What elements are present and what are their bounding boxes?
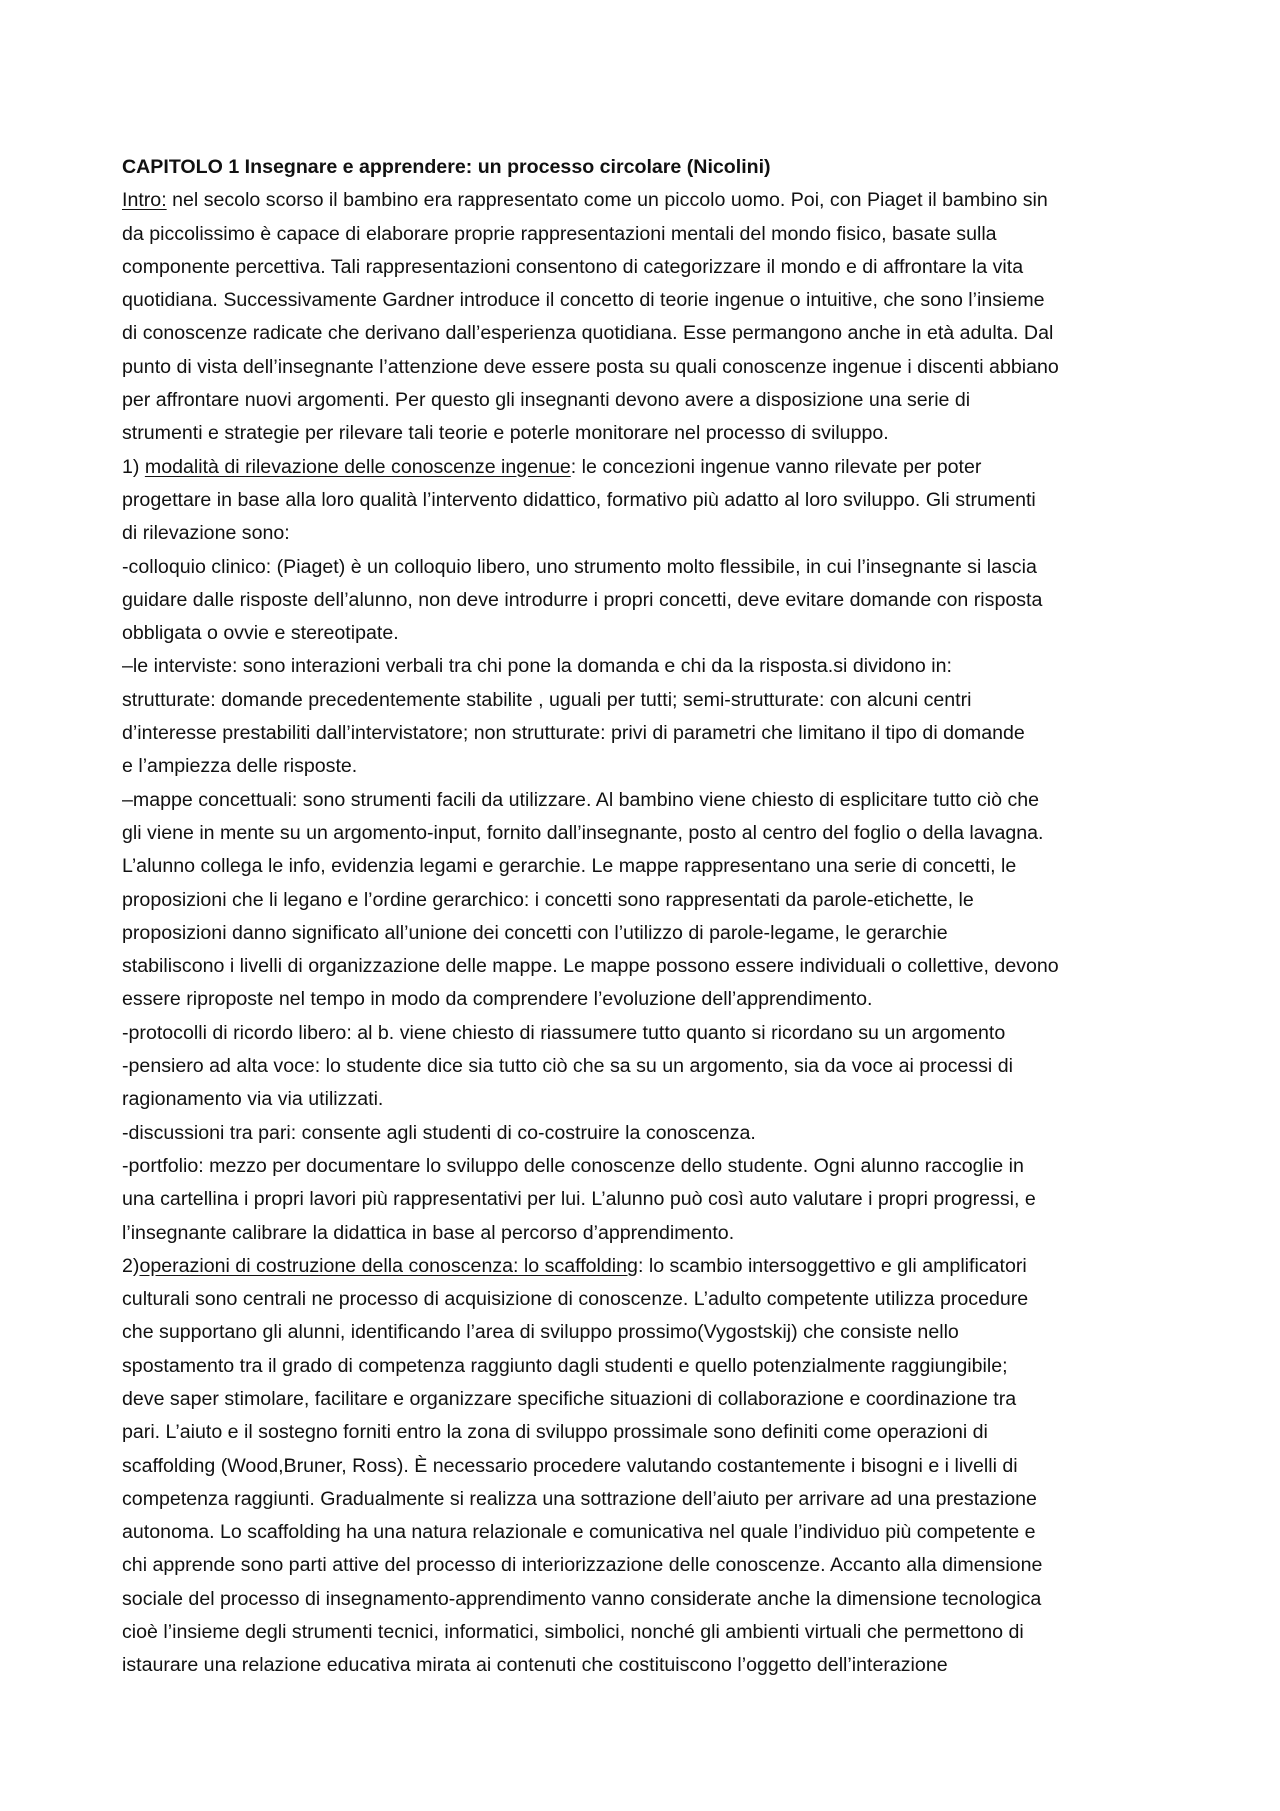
line-prefix: 1) (122, 455, 145, 478)
line-text: proposizioni danno significato all’unione dei concetti con l’utilizzo di parole-legame, le gerarchie (122, 921, 948, 944)
line-text: -colloquio clinico: (Piaget) è un colloquio libero, uno strumento molto flessibile, in cui l’insegnante si lascia (122, 555, 1037, 578)
text-line (122, 950, 1167, 983)
text-line (122, 1350, 1167, 1383)
line-text: : le concezioni ingenue vanno rilevate per poter (570, 455, 982, 478)
text-line (122, 817, 1167, 850)
line-text: essere riproposte nel tempo in modo da comprendere l’evoluzione dell’apprendimento. (122, 988, 873, 1011)
line-text: strumenti e strategie per rilevare tali teorie e poterle monitorare nel processo di sviluppo. (122, 422, 889, 445)
line-text: ragionamento via via utilizzati. (122, 1088, 384, 1111)
text-line (122, 1316, 1167, 1349)
line-text: quotidiana. Successivamente Gardner introduce il concetto di teorie ingenue o intuitive, che sono l’insieme (122, 289, 1045, 312)
text-line (122, 1649, 1167, 1682)
line-text: una cartellina i propri lavori più rappresentativi per lui. L’alunno può così auto valutare i propri progressi, e (122, 1188, 1036, 1211)
line-text: d’interesse prestabiliti dall’intervistatore; non strutturate: privi di parametri che limitano il tipo di domande (122, 722, 1025, 745)
line-text: -protocolli di ricordo libero: al b. viene chiesto di riassumere tutto quanto si ricordano su un argomento (122, 1021, 1006, 1044)
text-line (122, 551, 1167, 584)
text-line (122, 484, 1167, 517)
text-line (122, 1150, 1167, 1183)
line-text: stabiliscono i livelli di organizzazione delle mappe. Le mappe possono essere individuali o collettive, devono (122, 955, 1059, 978)
text-line (122, 1083, 1167, 1116)
chapter-title: CAPITOLO 1 Insegnare e apprendere: un processo circolare (Nicolini) (122, 156, 771, 178)
text-line (122, 1549, 1167, 1582)
line-text: competenza raggiunti. Gradualmente si realizza una sottrazione dell’aiuto per arrivare ad una prestazione (122, 1487, 1037, 1510)
line-text: componente percettiva. Tali rappresentazioni consentono di categorizzare il mondo e di affrontare la vita (122, 255, 1024, 278)
text-line (122, 1017, 1167, 1050)
text-line (122, 1450, 1167, 1483)
line-text: –le interviste: sono interazioni verbali tra chi pone la domanda e chi da la risposta.si dividono in: (122, 655, 952, 678)
text-line (122, 983, 1167, 1016)
line-text: spostamento tra il grado di competenza raggiunto dagli studenti e quello potenzialmente raggiungibile; (122, 1354, 1008, 1377)
text-line (122, 317, 1167, 350)
text-line (122, 1383, 1167, 1416)
text-line (122, 251, 1167, 284)
line-text: -discussioni tra pari: consente agli studenti di co-costruire la conoscenza. (122, 1121, 756, 1144)
line-text: pari. L’aiuto e il sostegno forniti entro la zona di sviluppo prossimale sono definiti come operazioni di (122, 1421, 988, 1444)
document-body (122, 151, 1167, 1683)
text-line (122, 1183, 1167, 1216)
line-text: autonoma. Lo scaffolding ha una natura relazionale e comunicativa nel quale l’individuo più competente e (122, 1521, 1036, 1544)
text-line (122, 1416, 1167, 1449)
line-text: proposizioni che li legano e l’ordine gerarchico: i concetti sono rappresentati da parole-etichette, le (122, 888, 974, 911)
text-line (122, 717, 1167, 750)
line-text: nel secolo scorso il bambino era rappresentato come un piccolo uomo. Poi, con Piaget il bambino sin (166, 189, 1048, 212)
line-text: guidare dalle risposte dell’alunno, non deve introdurre i propri concetti, deve evitare domande con risposta (122, 588, 1043, 611)
line-text: di conoscenze radicate che derivano dall’esperienza quotidiana. Esse permangono anche in età adulta. Dal (122, 322, 1054, 345)
text-line (122, 184, 1167, 217)
text-line (122, 1483, 1167, 1516)
text-line (122, 1117, 1167, 1150)
line-text: L’alunno collega le info, evidenzia legami e gerarchie. Le mappe rappresentano una serie di concetti, le (122, 855, 1017, 878)
text-line (122, 850, 1167, 883)
text-line (122, 884, 1167, 917)
text-line (122, 917, 1167, 950)
text-line (122, 451, 1167, 484)
text-line (122, 351, 1167, 384)
line-prefix: 2) (122, 1254, 140, 1277)
text-line (122, 1217, 1167, 1250)
text-line (122, 750, 1167, 783)
text-line (122, 584, 1167, 617)
line-text: -pensiero ad alta voce: lo studente dice sia tutto ciò che sa su un argomento, sia da voce ai processi di (122, 1055, 1013, 1078)
underlined-heading: operazioni di costruzione della conoscenza: lo scaffolding (139, 1254, 638, 1277)
text-line (122, 384, 1167, 417)
line-text: obbligata o ovvie e stereotipate. (122, 622, 399, 645)
line-text: –mappe concettuali: sono strumenti facili da utilizzare. Al bambino viene chiesto di esplicitare tutto ciò che (122, 788, 1040, 811)
line-text: l’insegnante calibrare la didattica in base al percorso d’apprendimento. (122, 1221, 735, 1244)
text-line (122, 417, 1167, 450)
text-line (122, 784, 1167, 817)
underlined-heading: Intro: (122, 189, 167, 212)
line-text: -portfolio: mezzo per documentare lo sviluppo delle conoscenze dello studente. Ogni alunno raccoglie in (122, 1154, 1024, 1177)
line-text: strutturate: domande precedentemente stabilite , uguali per tutti; semi-strutturate: con alcuni centri (122, 688, 972, 711)
line-text: deve saper stimolare, facilitare e organizzare specifiche situazioni di collaborazione e coordinazione tra (122, 1387, 1017, 1410)
text-line (122, 684, 1167, 717)
line-text: per affrontare nuovi argomenti. Per questo gli insegnanti devono avere a disposizione una serie di (122, 389, 971, 412)
text-line (122, 1616, 1167, 1649)
text-line (122, 1250, 1167, 1283)
line-text: di rilevazione sono: (122, 522, 290, 545)
text-line (122, 650, 1167, 683)
line-text: scaffolding (Wood,Bruner, Ross). È necessario procedere valutando costantemente i bisogni e i livelli di (122, 1454, 1018, 1477)
line-text: gli viene in mente su un argomento-input, fornito dall’insegnante, posto al centro del foglio o della lavagna. (122, 821, 1044, 844)
text-line (122, 284, 1167, 317)
underlined-heading: modalità di rilevazione delle conoscenze ingenue (144, 455, 571, 478)
line-text: : lo scambio intersoggettivo e gli amplificatori (637, 1254, 1027, 1277)
text-line (122, 218, 1167, 251)
line-text: cioè l’insieme degli strumenti tecnici, informatici, simbolici, nonché gli ambienti virtuali che permettono di (122, 1621, 1024, 1644)
line-text: culturali sono centrali ne processo di acquisizione di conoscenze. L’adulto competente utilizza procedure (122, 1288, 1029, 1311)
text-line (122, 1050, 1167, 1083)
text-line (122, 617, 1167, 650)
line-text: progettare in base alla loro qualità l’intervento didattico, formativo più adatto al loro sviluppo. Gli strumenti (122, 488, 1036, 511)
text-line (122, 1516, 1167, 1549)
line-text: sociale del processo di insegnamento-apprendimento vanno considerate anche la dimensione tecnologica (122, 1587, 1042, 1610)
line-text: da piccolissimo è capace di elaborare proprie rappresentazioni mentali del mondo fisico, basate sulla (122, 222, 997, 245)
text-line (122, 517, 1167, 550)
line-text: e l’ampiezza delle risposte. (122, 755, 358, 778)
line-text: che supportano gli alunni, identificando l’area di sviluppo prossimo(Vygostskij) che consiste nello (122, 1321, 959, 1344)
text-line (122, 1583, 1167, 1616)
text-line (122, 1283, 1167, 1316)
line-text: istaurare una relazione educativa mirata ai contenuti che costituiscono l’oggetto dell’interazione (122, 1654, 948, 1677)
line-text: chi apprende sono parti attive del processo di interiorizzazione delle conoscenze. Accanto alla dimensione (122, 1554, 1043, 1577)
line-text: punto di vista dell’insegnante l’attenzione deve essere posta su quali conoscenze ingenue i discenti abbiano (122, 355, 1059, 378)
